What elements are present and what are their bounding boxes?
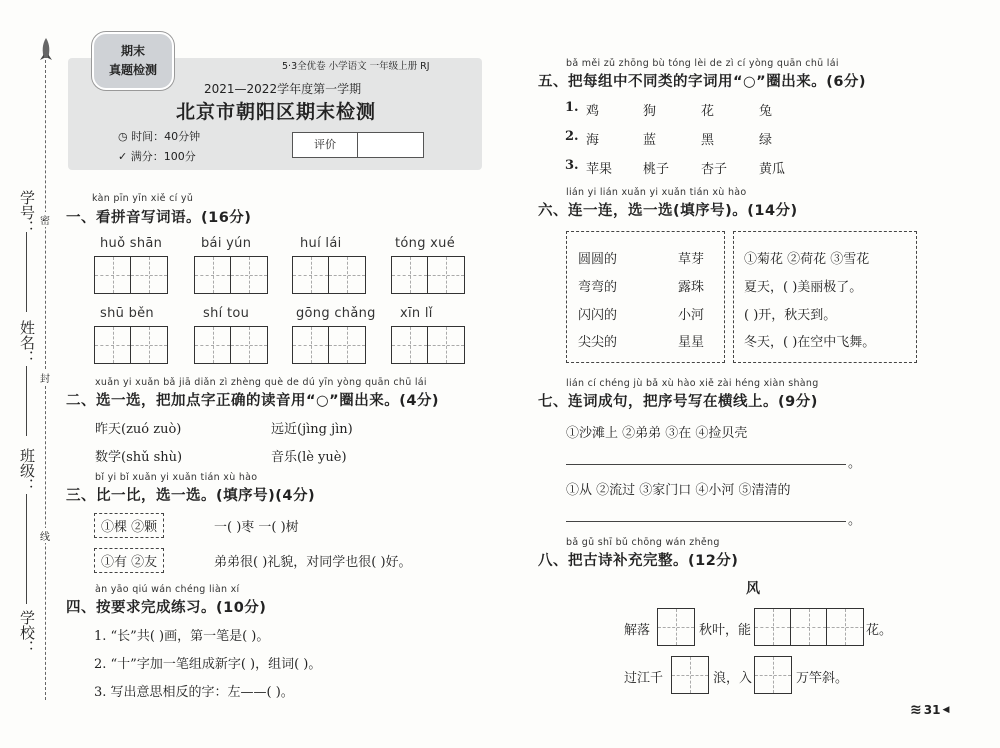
poem-l2-b: 浪，入 bbox=[713, 671, 753, 686]
poem-l1-a: 解落 bbox=[624, 623, 651, 638]
q3-options-1: ①棵 ②颗 bbox=[94, 513, 164, 538]
q5-row3-d[interactable]: 黄瓜 bbox=[759, 162, 786, 177]
q1-box-8[interactable] bbox=[391, 326, 465, 364]
exam-year: 2021—2022学年度第一学期 bbox=[204, 82, 362, 96]
q3-title: 三、比一比，选一选。(填序号)(4分) bbox=[66, 488, 316, 504]
q7-answer-line-1[interactable] bbox=[566, 464, 846, 465]
q5-title: 五、把每组中不同类的字词用“○”圈出来。(6分) bbox=[538, 74, 867, 90]
q2-title: 二、选一选，把加点字正确的读音用“○”圈出来。(4分) bbox=[66, 393, 440, 409]
q1-word-5: shū běn bbox=[100, 306, 154, 321]
page-triangle-icon: ◀ bbox=[942, 705, 950, 715]
q2-item-2[interactable]: 远近(jìng jìn) bbox=[271, 422, 353, 437]
q1-word-8: xīn lǐ bbox=[400, 306, 433, 321]
q4-item-2[interactable]: 2. “十”字加一笔组成新字( )，组词( )。 bbox=[94, 657, 322, 672]
poem-box-4[interactable] bbox=[754, 656, 792, 694]
q7-title: 七、连词成句，把序号写在横线上。(9分) bbox=[538, 394, 818, 410]
q6-blank-3[interactable]: 冬天，( )在空中飞舞。 bbox=[744, 335, 876, 350]
series-label: 5·3全优卷 小学语文 一年级上册 RJ bbox=[282, 61, 430, 72]
q1-box-2[interactable] bbox=[194, 256, 268, 294]
binding-strip bbox=[0, 0, 60, 748]
q4-pinyin: àn yāo qiú wán chéng liàn xí bbox=[95, 584, 240, 595]
q1-pinyin: kàn pīn yīn xiě cí yǔ bbox=[92, 193, 194, 204]
q6-title: 六、连一连，选一选(填序号)。(14分) bbox=[538, 203, 798, 219]
seal-mi: 密 bbox=[40, 212, 50, 227]
q7-words-1: ①沙滩上 ②弟弟 ③在 ④捡贝壳 bbox=[566, 426, 748, 441]
label-student-id: 学号： bbox=[18, 190, 36, 235]
q1-box-5[interactable] bbox=[94, 326, 168, 364]
q5-row1-c[interactable]: 花 bbox=[701, 104, 715, 119]
q5-pinyin: bǎ měi zǔ zhōng bù tóng lèi de zì cí yòng quān chū lái bbox=[566, 58, 839, 69]
q5-row1-b[interactable]: 狗 bbox=[643, 104, 657, 119]
time-row: ◷ 时间：40分钟 bbox=[118, 130, 201, 143]
q8-pinyin: bǎ gǔ shī bǔ chōng wán zhěng bbox=[566, 537, 720, 548]
q7-pinyin: lián cí chéng jù bǎ xù hào xiě zài héng xiàn shàng bbox=[566, 378, 819, 389]
q1-box-7[interactable] bbox=[292, 326, 366, 364]
q4-item-3[interactable]: 3. 写出意思相反的字：左——( )。 bbox=[94, 685, 294, 700]
q7-period-1: 。 bbox=[848, 456, 862, 471]
q6-left-3[interactable]: 闪闪的 bbox=[578, 308, 618, 323]
seal-feng: 封 bbox=[40, 370, 50, 385]
page-number-badge: ≋ 31 ◀ bbox=[910, 702, 950, 718]
q4-item-1[interactable]: 1. “长”共( )画，第一笔是( )。 bbox=[94, 629, 270, 644]
q3-pinyin: bǐ yi bǐ xuǎn yi xuǎn tián xù hào bbox=[95, 472, 258, 483]
label-school: 学校： bbox=[18, 610, 36, 655]
name-line bbox=[26, 366, 27, 436]
q5-row1-d[interactable]: 兔 bbox=[759, 104, 773, 119]
q5-row2-b[interactable]: 蓝 bbox=[643, 133, 657, 148]
q1-title: 一、看拼音写词语。(16分) bbox=[66, 210, 252, 226]
q7-period-2: 。 bbox=[848, 513, 862, 528]
class-line bbox=[26, 494, 27, 604]
poem-title: 风 bbox=[746, 581, 760, 597]
poem-l2-a: 过江千 bbox=[624, 671, 664, 686]
q6-right-3[interactable]: 小河 bbox=[678, 308, 705, 323]
label-name: 姓名： bbox=[18, 320, 36, 365]
q6-right-1[interactable]: 草芽 bbox=[678, 252, 705, 267]
q3-line-1[interactable]: 一( )枣 一( )树 bbox=[214, 520, 299, 535]
q5-row2-d[interactable]: 绿 bbox=[759, 133, 773, 148]
q5-row1-a[interactable]: 鸡 bbox=[586, 104, 600, 119]
q6-left-1[interactable]: 圆圆的 bbox=[578, 252, 618, 267]
q6-left-4[interactable]: 尖尖的 bbox=[578, 335, 618, 350]
badge: 期末 真题检测 bbox=[92, 32, 174, 90]
student-id-line bbox=[26, 232, 27, 312]
q4-title: 四、按要求完成练习。(10分) bbox=[66, 600, 267, 616]
q1-box-6[interactable] bbox=[194, 326, 268, 364]
q6-right-2[interactable]: 露珠 bbox=[678, 280, 705, 295]
q5-row2-num: 2. bbox=[565, 129, 579, 144]
poem-l2-c: 万竿斜。 bbox=[796, 671, 849, 686]
q6-left-2[interactable]: 弯弯的 bbox=[578, 280, 618, 295]
q3-options-2: ①有 ②友 bbox=[94, 548, 164, 573]
eval-box[interactable]: 评价 bbox=[292, 132, 424, 158]
poem-l1-b: 秋叶，能 bbox=[699, 623, 752, 638]
q7-answer-line-2[interactable] bbox=[566, 521, 846, 522]
q6-pinyin: lián yi lián xuǎn yi xuǎn tián xù hào bbox=[566, 187, 747, 198]
q2-item-3[interactable]: 数学(shǔ shù) bbox=[95, 450, 183, 465]
q6-right-4[interactable]: 星星 bbox=[678, 335, 705, 350]
q6-blank-2[interactable]: ( )开，秋天到。 bbox=[744, 308, 837, 323]
q5-row3-c[interactable]: 杏子 bbox=[701, 162, 728, 177]
q5-row2-c[interactable]: 黑 bbox=[701, 133, 715, 148]
poem-box-3[interactable] bbox=[671, 656, 709, 694]
exam-title: 北京市朝阳区期末检测 bbox=[176, 101, 377, 123]
poem-l1-c: 花。 bbox=[866, 623, 893, 638]
q1-box-4[interactable] bbox=[391, 256, 465, 294]
check-circle-icon: ✓ bbox=[118, 150, 128, 163]
q6-options: ①菊花 ②荷花 ③雪花 bbox=[744, 252, 870, 267]
q1-word-3: huí lái bbox=[300, 236, 342, 251]
q5-row3-a[interactable]: 苹果 bbox=[586, 162, 613, 177]
poem-box-2[interactable] bbox=[754, 608, 864, 646]
q2-item-1[interactable]: 昨天(zuó zuò) bbox=[95, 422, 182, 437]
poem-box-1[interactable] bbox=[657, 608, 695, 646]
q1-word-7: gōng chǎng bbox=[296, 306, 376, 321]
q1-box-3[interactable] bbox=[292, 256, 366, 294]
q7-words-2: ①从 ②流过 ③家门口 ④小河 ⑤清清的 bbox=[566, 483, 791, 498]
page-swirl-icon: ≋ bbox=[910, 702, 922, 718]
q1-word-6: shí tou bbox=[203, 306, 250, 321]
seal-xian: 线 bbox=[40, 528, 50, 543]
clock-icon: ◷ bbox=[118, 130, 128, 143]
q5-row2-a[interactable]: 海 bbox=[586, 133, 600, 148]
q2-item-4[interactable]: 音乐(lè yuè) bbox=[271, 450, 347, 465]
rocket-icon bbox=[38, 36, 54, 64]
score-row: ✓ 满分：100分 bbox=[118, 150, 196, 163]
q5-row3-b[interactable]: 桃子 bbox=[643, 162, 670, 177]
q1-word-2: bái yún bbox=[201, 236, 252, 251]
q6-blank-1[interactable]: 夏天，( )美丽极了。 bbox=[744, 280, 863, 295]
q1-word-1: huǒ shān bbox=[100, 236, 163, 251]
q5-row3-num: 3. bbox=[565, 158, 579, 173]
q3-line-2[interactable]: 弟弟很( )礼貌，对同学也很( )好。 bbox=[214, 555, 412, 570]
q5-row1-num: 1. bbox=[565, 100, 579, 115]
q2-pinyin: xuǎn yi xuǎn bǎ jiā diǎn zì zhèng què de dú yīn yòng quān chū lái bbox=[95, 377, 427, 388]
q1-word-4: tóng xué bbox=[395, 236, 456, 251]
q1-box-1[interactable] bbox=[94, 256, 168, 294]
q8-title: 八、把古诗补充完整。(12分) bbox=[538, 553, 739, 569]
label-class: 班级： bbox=[18, 448, 36, 493]
